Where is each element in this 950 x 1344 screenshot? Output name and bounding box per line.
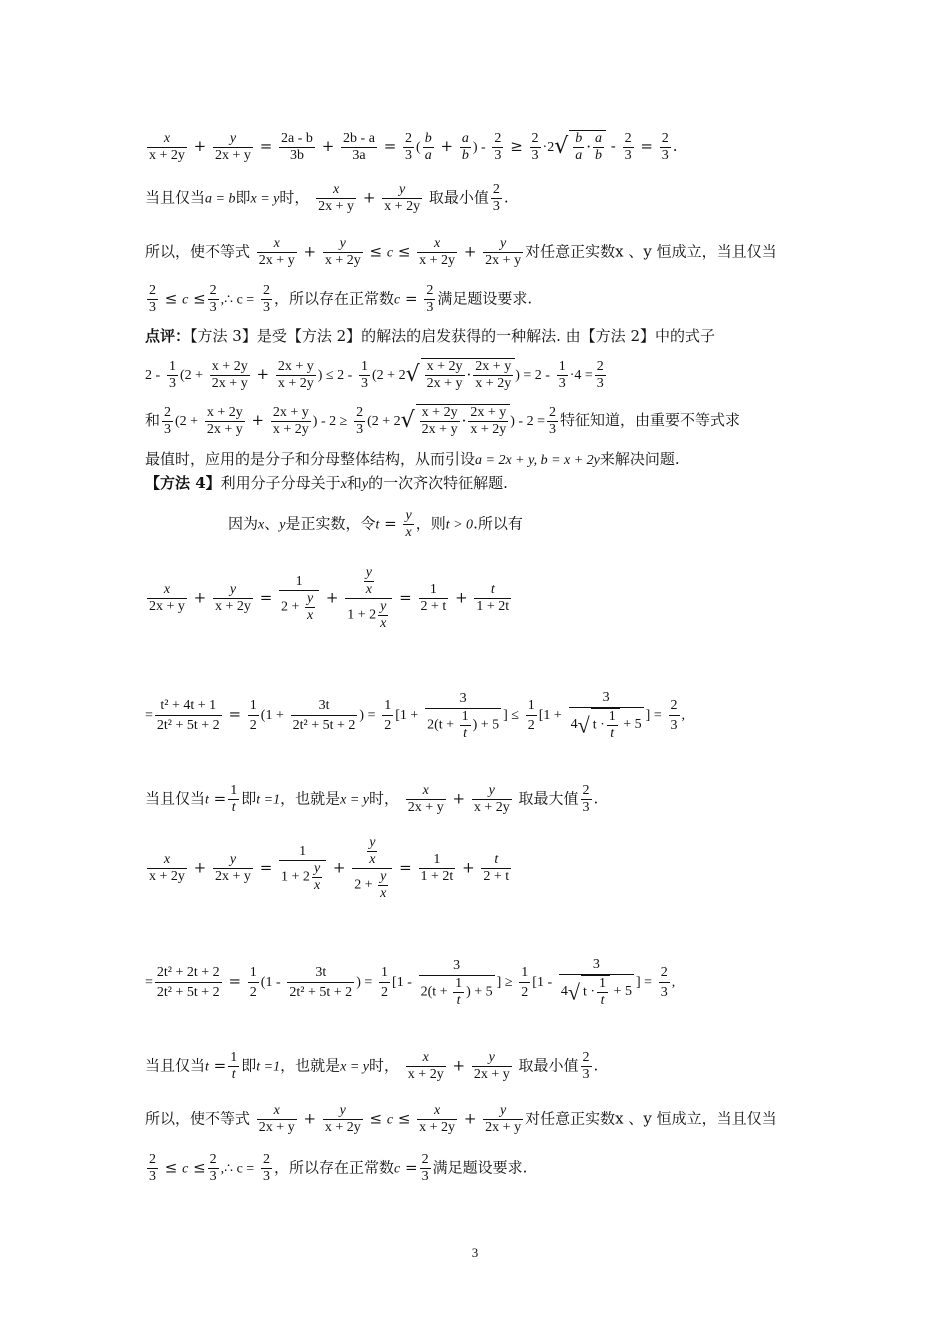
text-fragment: ，所以存在正常数 — [273, 289, 394, 308]
text-fragment: 时， — [279, 188, 310, 207]
text-line-extreme — [145, 448, 825, 472]
text-line-conclusion-2: $\frac{2}{3}$ ≤ c ≤ $\frac{2}{3}$ ,∴ c = $\frac{2}{3}$ ，所以存在正常数c = $\frac{2}{3}$ 满足题设要求. — [149, 1152, 528, 1184]
text-fragment: 当且仅当 — [145, 789, 206, 808]
text-fragment: 对任意正实数 — [525, 1109, 616, 1128]
text-fragment: ，也就是 — [280, 1056, 341, 1075]
comment-line — [145, 325, 825, 347]
text-fragment: ，则 — [415, 514, 446, 533]
math-fragment: t =1 — [256, 1059, 281, 1075]
text-fragment: 因为 — [228, 514, 259, 533]
comment-label: 点评： — [145, 327, 191, 345]
text-line-min-value-1: 当且仅当a = b即x = y时， $\frac{x}{2x + y}$ + $\frac{y}{x + 2y}$ 取最小值 $\frac{2}{3}$ . — [145, 182, 509, 214]
math-fragment: ,∴ c = — [220, 292, 255, 308]
page-number: 3 — [471, 1245, 479, 1260]
text-fragment: 满足题设要求. — [432, 1158, 528, 1177]
text-fragment: ，也就是 — [280, 789, 341, 808]
text-fragment: 、 — [264, 514, 280, 533]
math-fragment: x = y — [340, 1059, 369, 1075]
text-line-max-value: 当且仅当t = $\frac{1}{t}$ 即t =1，也就是x = y时， $\frac{x}{2x + y}$ + $\frac{y}{x + 2y}$ 取最大值 $\frac{2}{3}$ . — [145, 783, 599, 815]
text-fragment: 即 — [235, 188, 251, 207]
equation-line-4: $\frac{x}{2x + y}$ + $\frac{y}{x + 2y}$ = 1 2 + $\frac{y}{x}$ + $\frac{y}{x}$ 1 + 2 $\frac{y}{x}$ = $\frac{1}{2 + t}$ + $\frac{t}{1 + 2t}$ — [149, 565, 510, 631]
text-fragment: 的一次齐次特征解题. — [368, 474, 508, 492]
text-fragment: 最值时，应用的是分子和分母整体结构，从而引设 — [145, 450, 476, 468]
text-fragment: .所以有 — [473, 514, 523, 533]
text-line-let-t: 因为x、y是正实数，令t = $\frac{y}{x}$ ，则t > 0.所以有 — [228, 508, 523, 540]
text-fragment: 当且仅当 — [145, 188, 206, 207]
text-fragment: 所以，使不等式 — [145, 1109, 251, 1128]
text-fragment: 来解决问题. — [599, 450, 680, 468]
math-fragment: a = 2x + y, b = x + 2y — [475, 453, 600, 468]
text-fragment: 满足题设要求. — [437, 289, 533, 308]
math-fragment: a = b — [205, 191, 236, 207]
text-fragment: 所以，使不等式 — [145, 242, 251, 261]
text-line-inequality-2: 所以，使不等式 $\frac{x}{2x + y}$ + $\frac{y}{x + 2y}$ ≤ c ≤ $\frac{x}{x + 2y}$ + $\frac{y}{2x + y}$ 对任意正实数x 、y 恒成立，当且仅当 — [145, 1103, 777, 1135]
equation-line-7: = $\frac{\text{2t² + 2t + 2}}{\text{2t² + 5t + 2}}$ = $\frac{1}{2}$ (1 - $\frac{3t}{\text{2t² + 5t + 2}}$ ) = $\frac{1}{2}$ [1 - 3 2(t + $\frac{1}{t}$ ) + 5 ] ≥ $\frac{1}{2}$ [1 - 3 4√ t · $\frac{1}{t}$ + 5 ] = $\frac{2}{3}$ , — [145, 957, 676, 1008]
text-fragment: 对任意正实数 — [525, 242, 616, 261]
text-line-conclusion-1: $\frac{2}{3}$ ≤ c ≤ $\frac{2}{3}$ ,∴ c = $\frac{2}{3}$ ，所以存在正常数c = $\frac{2}{3}$ 满足题设要求. — [149, 283, 533, 315]
text-fragment: 取最小值 — [518, 1056, 579, 1075]
math-fragment: t =1 — [256, 792, 281, 808]
text-fragment: 时， — [369, 789, 400, 808]
text-fragment: 利用分子分母关于 — [220, 474, 341, 492]
math-fragment: x = y — [340, 792, 369, 808]
math-fragment: x = y — [250, 191, 280, 207]
text-fragment: x 、y 恒成立，当且仅当 — [615, 1109, 777, 1128]
equation-line-6: $\frac{x}{x + 2y}$ + $\frac{y}{2x + y}$ = 1 1 + 2 $\frac{y}{x}$ + $\frac{y}{x}$ 2 + $\frac{y}{x}$ = $\frac{1}{1 + 2t}$ + $\frac{t}{2 + t}$ — [149, 835, 510, 901]
text-fragment: 特征知道，由重要不等式求 — [560, 411, 741, 429]
math-fragment: ,∴ c = — [220, 1161, 255, 1177]
comment-text: 【方法 3】是受【方法 2】的解法的启发获得的一种解法. 由【方法 2】中的式子 — [190, 327, 715, 345]
method4-label: 【方法 4】 — [145, 474, 221, 492]
text-fragment: 即 — [241, 1056, 257, 1075]
text-fragment: x 、y 恒成立，当且仅当 — [615, 242, 777, 261]
equation-line-2: 2 - $\frac{1}{3}$ (2 + $\frac{x + 2y}{2x + y}$ + $\frac{2x + y}{x + 2y}$ ) ≤ 2 - $\frac{1}{3}$ (2 + 2√ $\frac{x + 2y}{2x + y}$ · $\frac{2x + y}{x + 2y}$ ) = 2 - $\frac{1}{3}$ ·4 = $\frac{2}{3}$ — [145, 358, 604, 391]
text-line-min-value-2: 当且仅当t = $\frac{1}{t}$ 即t =1，也就是x = y时， $\frac{x}{x + 2y}$ + $\frac{y}{2x + y}$ 取最小值 $\frac{2}{3}$ . — [145, 1050, 599, 1082]
equation-line-5: = $\frac{\text{t² + 4t + 1}}{\text{2t² + 5t + 2}}$ = $\frac{1}{2}$ (1 + $\frac{3t}{\text{2t² + 5t + 2}}$ ) = $\frac{1}{2}$ [1 + 3 2(t + $\frac{1}{t}$ ) + 5 ] ≤ $\frac{1}{2}$ [1 + 3 4√ t · $\frac{1}{t}$ + 5 ] = $\frac{2}{3}$ , — [145, 690, 685, 741]
text-fragment: 当且仅当 — [145, 1056, 206, 1075]
text-fragment: 取最小值 — [428, 188, 489, 207]
equation-line-3: 和 $\frac{2}{3}$ (2 + $\frac{x + 2y}{2x + y}$ + $\frac{2x + y}{x + 2y}$ ) - 2 ≥ $\frac{2}{3}$ (2 + 2√ $\frac{x + 2y}{2x + y}$ · $\frac{2x + y}{x + 2y}$ ) - 2 = $\frac{2}{3}$ 特征知道，由重要不等式求 — [145, 404, 741, 437]
text-fragment: 即 — [241, 789, 257, 808]
text-fragment: 是正实数，令 — [285, 514, 376, 533]
method4-line: 【方法 4】利用分子分母关于x和y的一次齐次特征解题. — [145, 474, 508, 492]
text-line-inequality-1: 所以，使不等式 $\frac{x}{2x + y}$ + $\frac{y}{x + 2y}$ ≤ c ≤ $\frac{x}{x + 2y}$ + $\frac{y}{2x + y}$ 对任意正实数x 、y 恒成立，当且仅当 — [145, 236, 777, 268]
text-fragment: ，所以存在正常数 — [273, 1158, 394, 1177]
math-fragment: t > 0 — [445, 517, 474, 533]
text-fragment: 和 — [145, 411, 161, 429]
equation-line-1: $\frac{x}{x + 2y}$ + $\frac{y}{2x + y}$ = $\frac{2a - b}{3b}$ + $\frac{2b - a}{3a}$ = $\frac{2}{3}$ ( $\frac{b}{a}$ + $\frac{a}{b}$ ) - $\frac{2}{3}$ ≥ $\frac{2}{3}$ ·2√ $\frac{b}{a}$ · $\frac{a}{b}$ - $\frac{2}{3}$ = $\frac{2}{3}$ . — [149, 130, 678, 163]
text-fragment: 和 — [346, 474, 362, 492]
text-fragment: 时， — [369, 1056, 400, 1075]
text-fragment: 取最大值 — [518, 789, 579, 808]
